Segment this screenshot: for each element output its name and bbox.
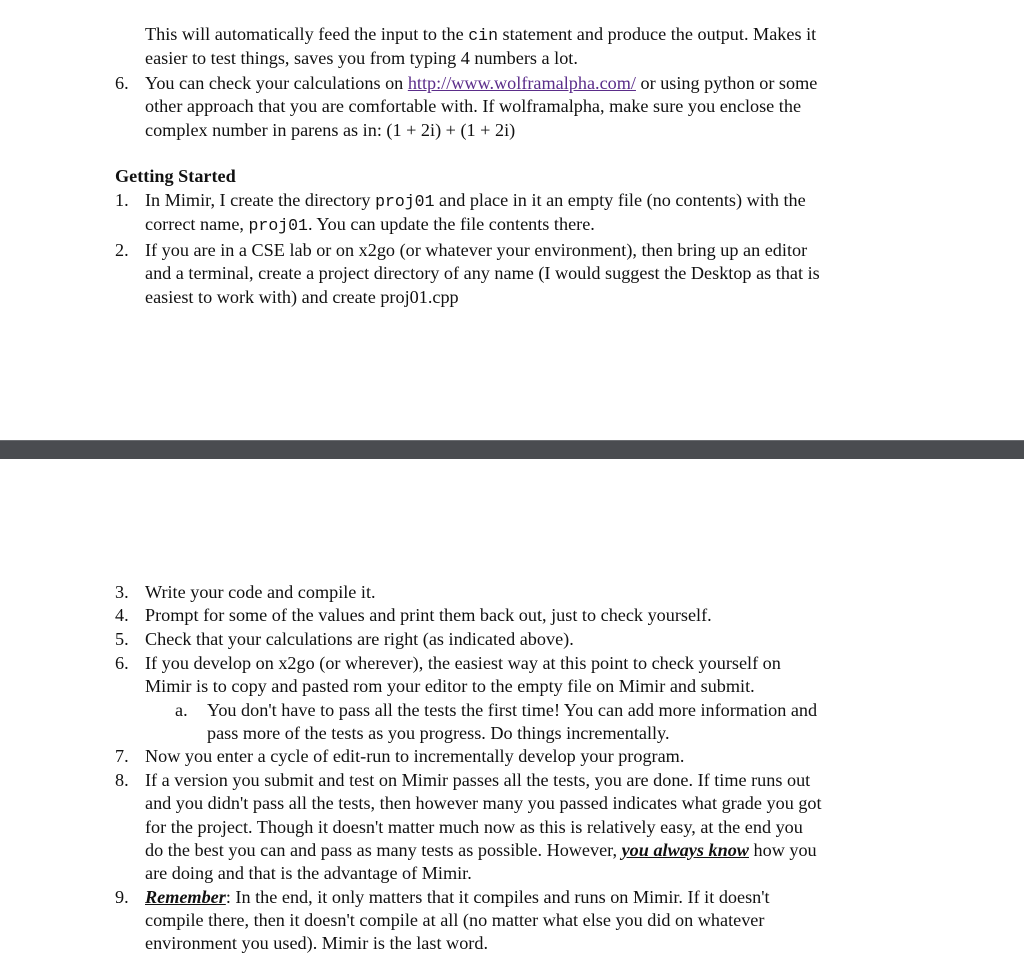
item9-text-b: : In the end, it only matters that it compiles and runs on Mimir. If it doesn't	[225, 887, 770, 907]
intro-code-cin: cin	[468, 26, 498, 45]
item8-text-a: do the best you can and pass as many tests as possible. However,	[145, 840, 622, 860]
gs-item1-text-b: and place in it an empty file (no contents) with the	[434, 190, 806, 210]
list-number: 8.	[115, 770, 129, 790]
wolfram-item-line-1	[145, 72, 817, 94]
wolfram-text-b: or using python or some	[635, 73, 818, 93]
proj01-code: proj01	[248, 216, 308, 235]
gs-item1-line-2	[145, 213, 595, 237]
gs-item1-line-1	[145, 189, 806, 213]
item9-line-3: environment you used). Mimir is the last word.	[145, 933, 488, 953]
list-number: 2.	[115, 240, 129, 260]
item6a-line-2: pass more of the tests as you progress. Do things incrementally.	[207, 723, 670, 743]
gs-item2-line-1: If you are in a CSE lab or on x2go (or whatever your environment), then bring up an editor	[145, 240, 808, 260]
item8-line-3: for the project. Though it doesn't matter much now as this is relatively easy, at the end you	[145, 817, 803, 837]
list-number: 1.	[115, 190, 129, 210]
item6-line-2: Mimir is to copy and pasted rom your editor to the empty file on Mimir and submit.	[145, 676, 755, 696]
item3-text: Write your code and compile it.	[145, 582, 376, 602]
wolfram-item-line-2: other approach that you are comfortable with. If wolframalpha, make sure you enclose the	[145, 96, 802, 116]
gs-item1-text-c: correct name,	[145, 214, 249, 234]
intro-text-a: This will automatically feed the input to the	[145, 24, 469, 44]
item6a-line-1: You don't have to pass all the tests the first time! You can add more information and	[207, 700, 818, 720]
list-number: 6.	[115, 653, 129, 673]
gs-item2-line-2: and a terminal, create a project directory of any name (I would suggest the Desktop as that is	[145, 263, 820, 283]
list-number: 6.	[115, 73, 129, 93]
emphasis-remember: Remember	[145, 887, 226, 907]
intro-line-2: easier to test things, saves you from typing 4 numbers a lot.	[145, 48, 578, 68]
item8-line-4	[145, 839, 817, 861]
item6-line-1: If you develop on x2go (or wherever), the easiest way at this point to check yourself on	[145, 653, 781, 673]
page-divider	[0, 440, 1024, 459]
item8-line-1: If a version you submit and test on Mimir passes all the tests, you are done. If time runs out	[145, 770, 811, 790]
sub-list-letter: a.	[175, 700, 188, 720]
list-number: 9.	[115, 887, 129, 907]
wolfram-item-line-3: complex number in parens as in: (1 + 2i) + (1 + 2i)	[145, 120, 516, 140]
item5-text: Check that your calculations are right (as indicated above).	[145, 629, 574, 649]
item9-line-2: compile there, then it doesn't compile at all (no matter what else you did on whatever	[145, 910, 765, 930]
gs-item2-line-3: easiest to work with) and create proj01.cpp	[145, 287, 459, 307]
item4-text: Prompt for some of the values and print them back out, just to check yourself.	[145, 605, 712, 625]
gs-item1-text-d: . You can update the file contents there.	[307, 214, 595, 234]
item8-line-5: are doing and that is the advantage of Mimir.	[145, 863, 472, 883]
item9-line-1	[145, 886, 770, 908]
emphasis-you-always-know: you always know	[621, 840, 749, 860]
intro-line-1	[145, 23, 816, 47]
list-number: 7.	[115, 746, 129, 766]
list-number: 3.	[115, 582, 129, 602]
proj01-code: proj01	[375, 192, 435, 211]
item7-text: Now you enter a cycle of edit-run to incrementally develop your program.	[145, 746, 685, 766]
intro-text-b: statement and produce the output. Makes it	[497, 24, 817, 44]
getting-started-heading: Getting Started	[115, 166, 236, 186]
wolfram-text-a: You can check your calculations on	[145, 73, 408, 93]
gs-item1-text-a: In Mimir, I create the directory	[145, 190, 376, 210]
item8-line-2: and you didn't pass all the tests, then however many you passed indicates what grade you got	[145, 793, 822, 813]
item8-text-b: how you	[748, 840, 817, 860]
list-number: 4.	[115, 605, 129, 625]
wolframalpha-link[interactable]: http://www.wolframalpha.com/	[407, 73, 636, 93]
list-number: 5.	[115, 629, 129, 649]
